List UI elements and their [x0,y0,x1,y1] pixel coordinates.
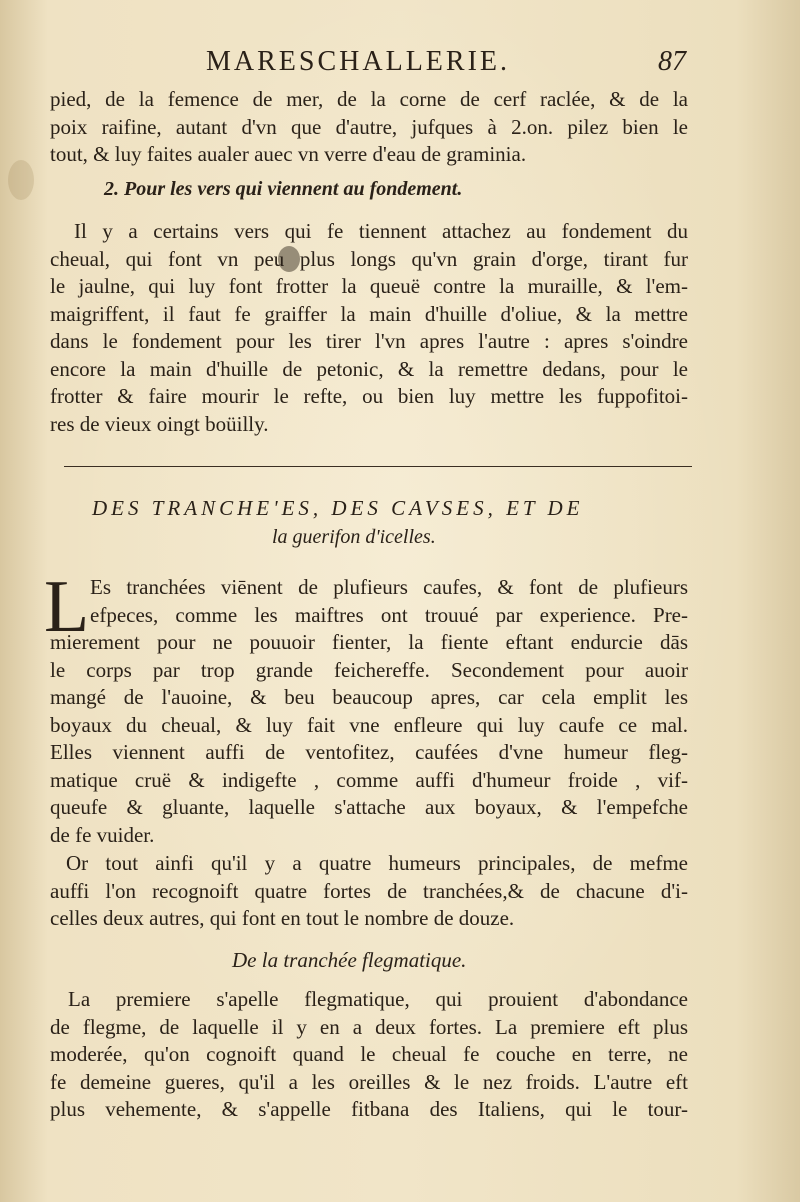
text-line: maigriffent, il faut fe graiffer la main d'huille d'oliue, & la mettre [50,301,688,326]
text-line: mangé de l'auoine, & beu beaucoup apres, car cela emplit les [50,685,688,709]
text-line: moderée, qu'on cognoift quand le cheual fe couche en terre, ne [50,1042,688,1066]
text-line: Il y a certains vers qui fe tiennent attachez au fondement du [74,219,688,243]
subsection-title-block [104,178,742,201]
section-heading: DES TRANCHE'ES, DES CAVSES, ET DE [92,496,584,520]
section-divider [64,466,692,467]
text-line: res de vieux oingt boüilly. [50,411,269,436]
subsection-title: 2. Pour les vers qui viennent au fondement. [104,178,463,200]
text-line: encore la main d'huille de petonic, & la remettre dedans, pour le [50,356,688,381]
text-line: pied, de la femence de mer, de la corne de cerf raclée, & de la [50,87,688,111]
text-line: Or tout ainfi qu'il y a quatre humeurs principales, de mefme [66,851,688,875]
intro-paragraph [50,86,688,169]
drop-cap: L [44,566,90,648]
text-line: poix raifine, autant d'vn que d'autre, jufques à 2.on. pilez bien le [50,114,688,139]
text-line: Es tranchées viēnent de plufieurs caufes, & font de plufieurs [90,575,688,599]
text-line: La premiere s'apelle flegmatique, qui prouient d'abondance [68,987,688,1011]
text-line: celles deux autres, qui font en tout le nombre de douze. [50,906,515,930]
page-header [56,46,686,86]
paper-stain [8,160,34,200]
text-line: tout, & luy faites aualer auec vn verre d'eau de graminia. [50,142,527,166]
text-line: de flegme, de laquelle il y en a deux fortes. La premiere eft plus [50,1014,688,1039]
text-line: boyaux du cheual, & luy fait vne enfleure qui luy caufe ce mal. [50,712,688,737]
subheading-flegmatique-block [232,948,800,973]
text-line: dans le fondement pour les tirer l'vn apres l'autre : apres s'oindre [50,329,688,353]
text-line: fe demeine gueres, qu'il a les oreilles & le nez froids. L'autre eft [50,1069,688,1094]
text-line: auffi l'on recognoift quatre fortes de tranchées,& de chacune d'i- [50,878,688,903]
text-line: cheual, qui font vn peu plus longs qu'vn grain d'orge, tirant fur [50,246,688,271]
text-line: mierement pour ne pouuoir fienter, la fiente eftant endurcie dās [50,630,688,654]
running-title: MARESCHALLERIE. [206,46,510,77]
text-line: efpeces, comme les maiftres ont trouué par experience. Pre- [90,602,688,627]
text-line: Elles viennent auffi de ventofitez, caufées d'vne humeur fleg- [50,740,688,764]
subheading-flegmatique: De la tranchée flegmatique. [232,948,467,972]
section-heading-sub: la guerifon d'icelles. [272,526,436,548]
paragraph-flegmatique [50,986,688,1124]
page-number: 87 [658,46,686,77]
text-line: queufe & gluante, laquelle s'attache aux boyaux, & l'empefche [50,795,688,819]
text-line: matique cruë & indigefte , comme auffi d'humeur froide , vif- [50,767,688,792]
text-line: plus vehemente, & s'appelle fitbana des Italiens, qui le tour- [50,1097,688,1121]
text-line: le corps par trop grande feichereffe. Secondement pour auoir [50,657,688,682]
text-line: de fe vuider. [50,822,155,847]
paragraph-vers [50,218,688,438]
text-line: le jaulne, qui luy font frotter la queuë contre la muraille, & l'em- [50,274,688,298]
paragraph-tranchees [50,574,688,849]
text-line: frotter & faire mourir le refte, ou bien luy mettre les fuppofitoi- [50,384,688,408]
paragraph-humeurs [50,850,688,933]
